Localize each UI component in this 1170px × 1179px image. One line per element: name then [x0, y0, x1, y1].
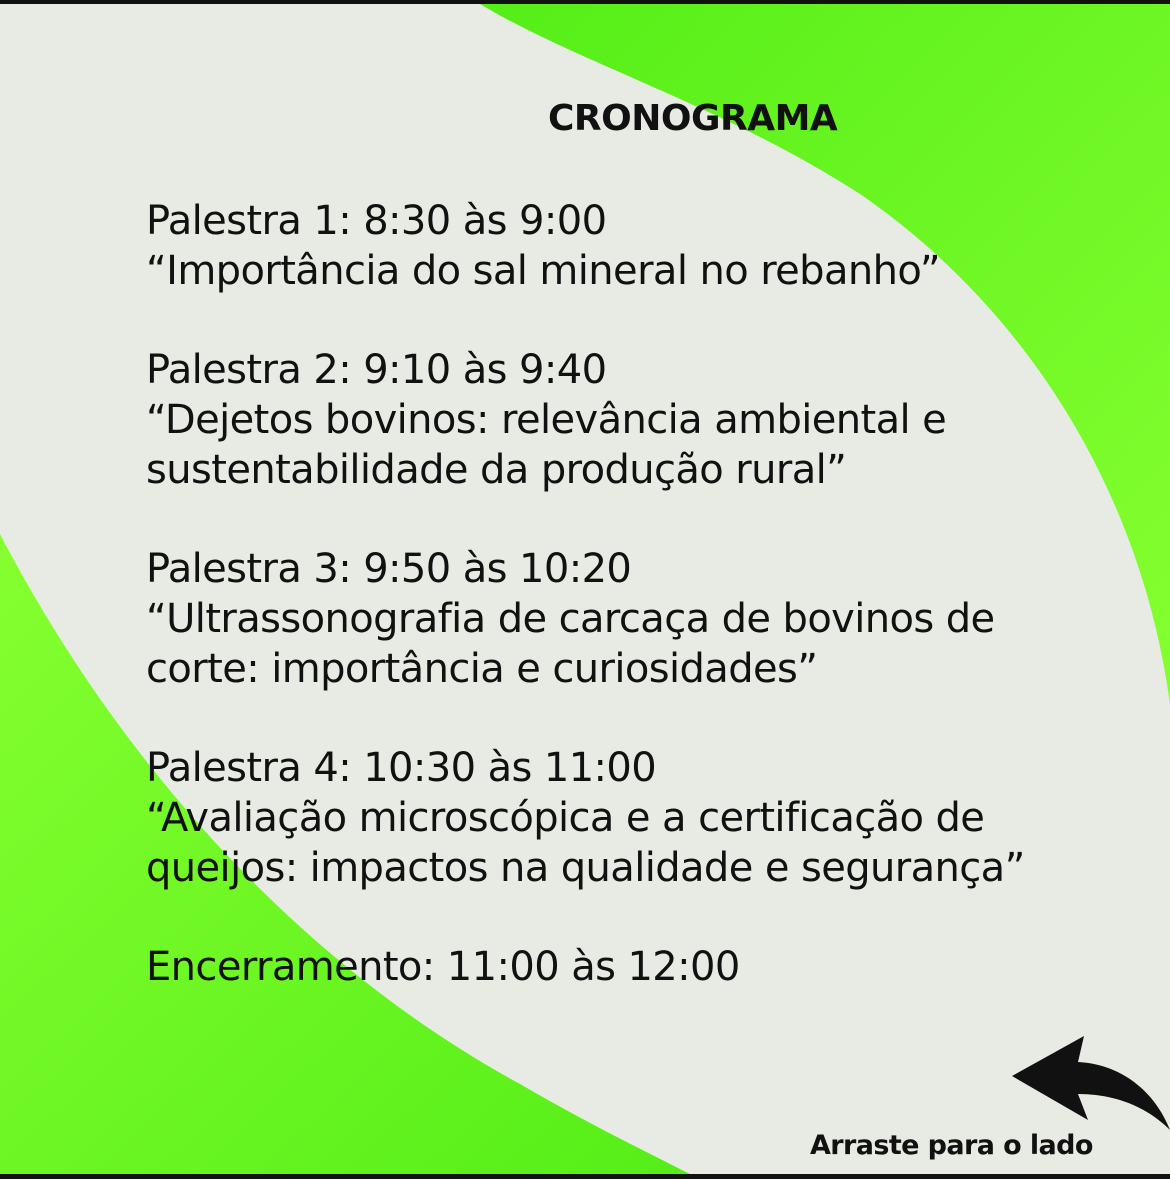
page-title: CRONOGRAMA [548, 98, 838, 139]
slide [0, 4, 1170, 1174]
talk-time: Palestra 3: 9:50 às 10:20 [146, 546, 632, 592]
closing-time: Encerramento: 11:00 às 12:00 [146, 944, 740, 990]
talk-topic: “Avaliação microscópica e a certificação de [146, 795, 985, 841]
talk-item [146, 196, 1136, 296]
talk-topic: corte: importância e curiosidades” [146, 646, 818, 692]
talk-item [146, 345, 1136, 495]
closing-item [146, 942, 1136, 992]
talk-topic: “Ultrassonografia de carcaça de bovinos de [146, 596, 995, 642]
talk-time: Palestra 2: 9:10 às 9:40 [146, 347, 607, 393]
talk-time: Palestra 1: 8:30 às 9:00 [146, 198, 607, 244]
talk-topic: sustentabilidade da produção rural” [146, 447, 847, 493]
talk-topic: “Importância do sal mineral no rebanho” [146, 248, 940, 294]
talk-topic: queijos: impactos na qualidade e segurança” [146, 845, 1025, 891]
schedule-list [146, 196, 1136, 1041]
swipe-hint: Arraste para o lado [810, 1130, 1093, 1161]
talk-item [146, 544, 1136, 694]
talk-item [146, 743, 1136, 893]
curved-arrow-left-icon[interactable] [1008, 1034, 1170, 1134]
talk-time: Palestra 4: 10:30 às 11:00 [146, 745, 657, 791]
talk-topic: “Dejetos bovinos: relevância ambiental e [146, 397, 947, 443]
